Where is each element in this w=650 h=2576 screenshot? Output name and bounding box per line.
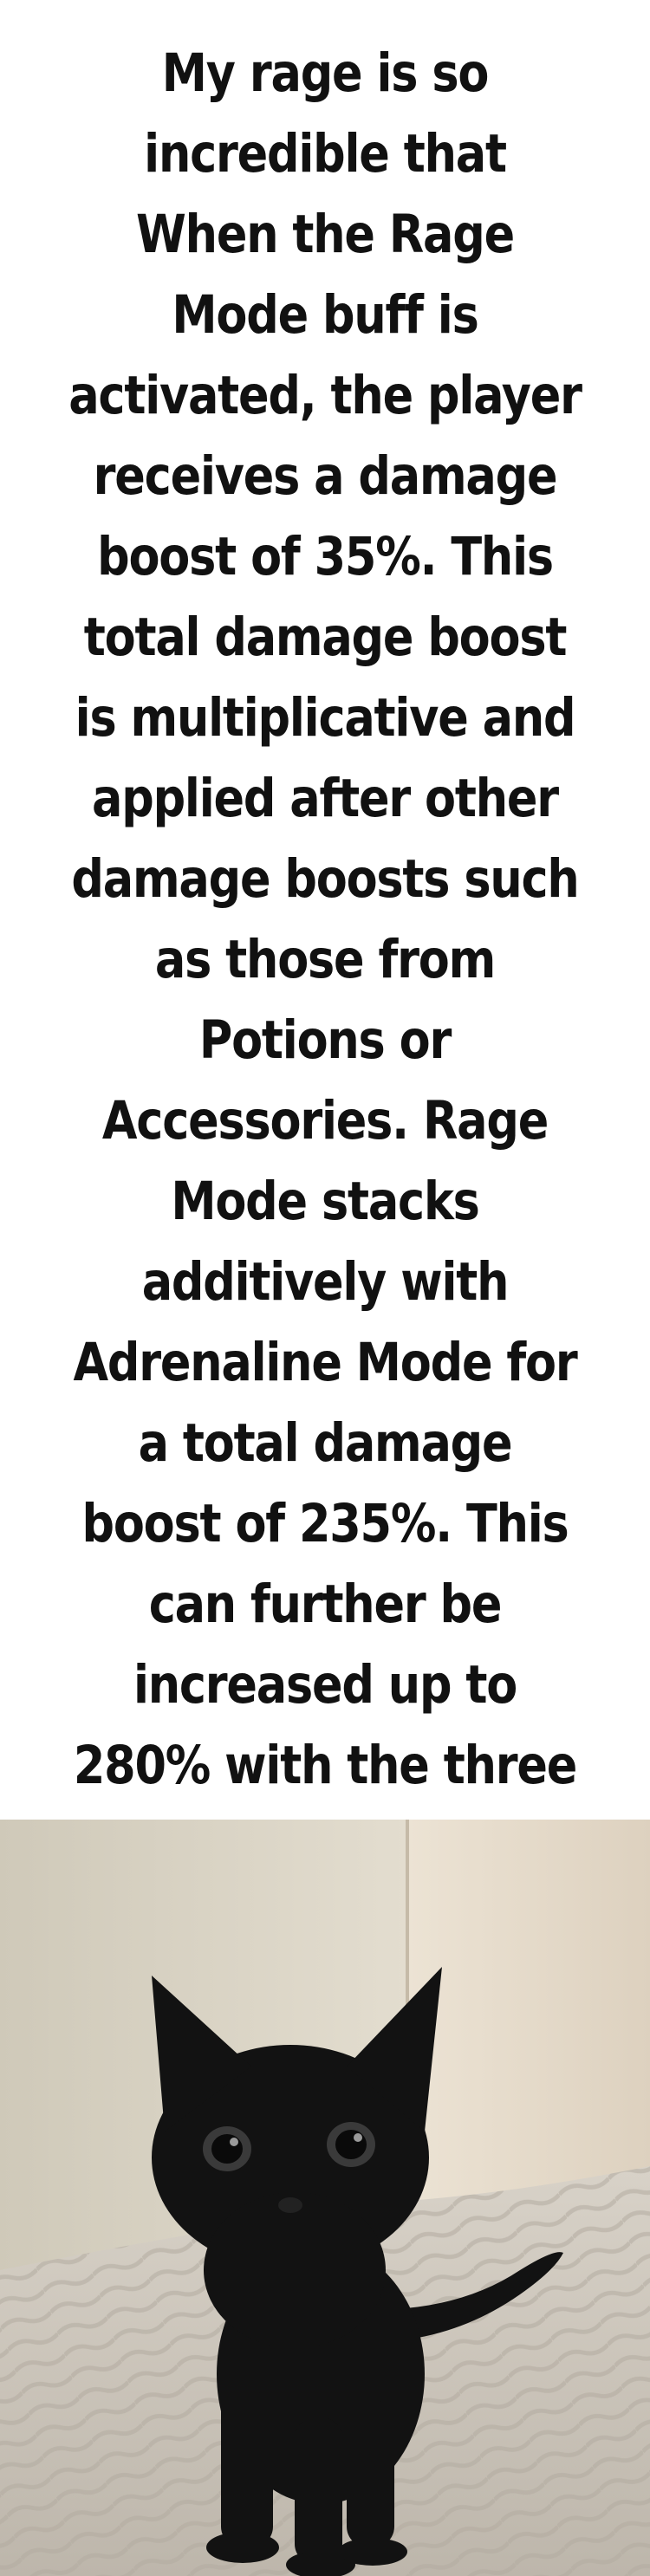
- caption-text: My rage is so incredible that When the Rage Mode buff is activated, the player receives a damage boost of 35%. This total damage boost is multiplicative and applied after other damage boosts such as those from Potions or Accessories. Rage Mode stacks additively with Adrenaline Mode for a total damage boost of 235%. This can further be increased up to 280% with the three: [68, 42, 582, 1796]
- kitten-nose: [278, 2197, 302, 2213]
- kitten-photo: [0, 1820, 650, 2576]
- kitten-photo-image: [0, 1820, 650, 2576]
